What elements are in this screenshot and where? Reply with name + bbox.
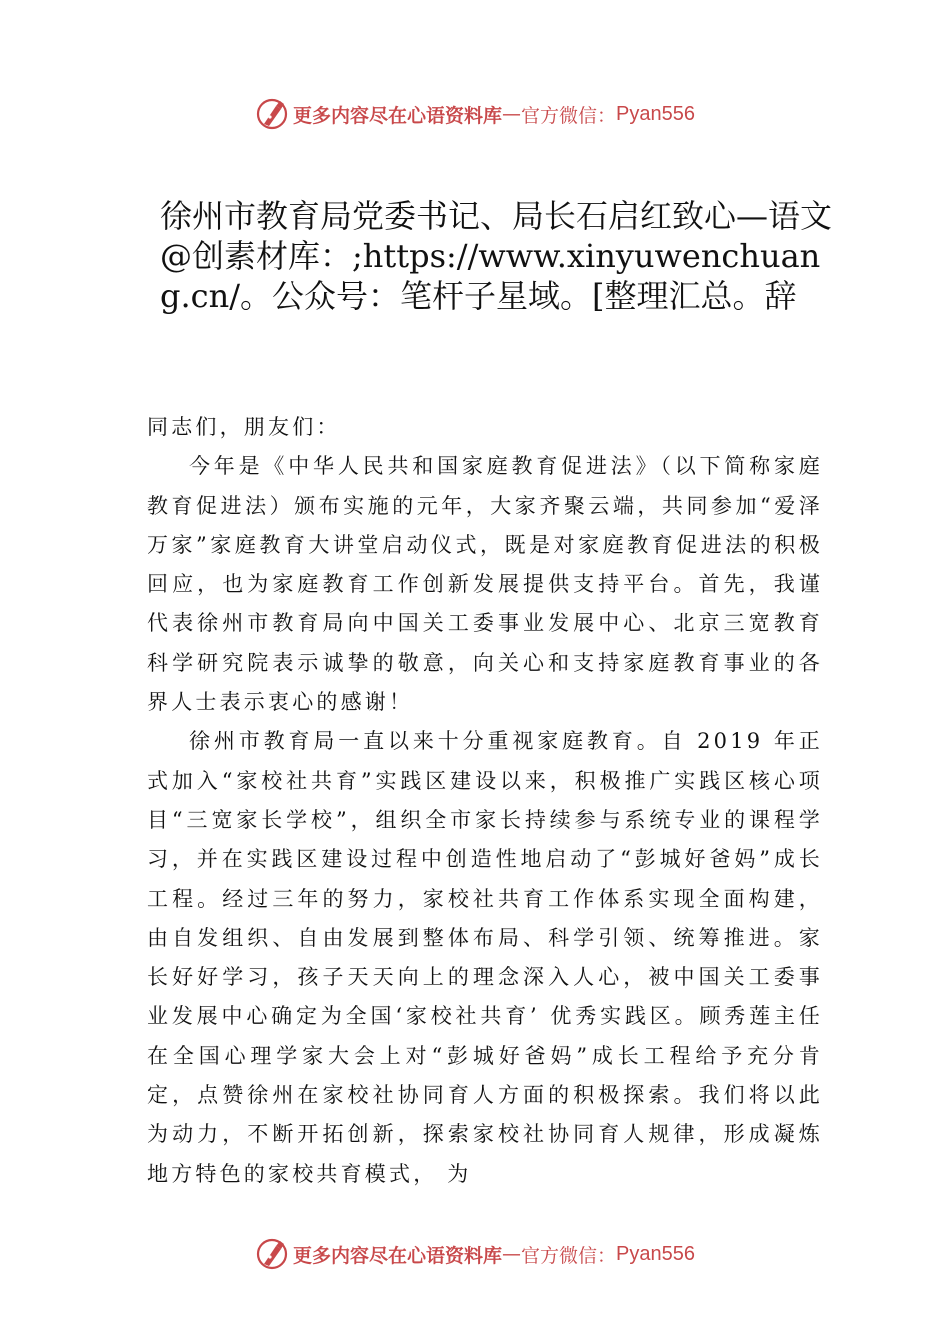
banner-wechat-id: Pyan556 — [616, 102, 695, 125]
paragraph-1: 今年是《中华人民共和国家庭教育促进法》（以下简称家庭教育促进法）颁布实施的元年，大家齐聚云端，共同参加“爱泽万家”家庭教育大讲堂启动仪式，既是对家庭教育促进法的积极回应，也为家庭教育工作创新发展提供支持平台。首先，我谨代表徐州市教育局向中国关工委事业发展中心、北京三宽教育科学研究院表示诚挚的敬意，向关心和支持家庭教育事业的各界人士表示衷心的感谢！ — [147, 454, 823, 715]
header-banner — [0, 92, 950, 136]
document-title: 徐州市教育局党委书记、局长石启红致心—语文@创素材库：;https://www.xinyuwenchuang.cn/。公众号：笔杆子星域。[整理汇总。辞 — [160, 197, 833, 315]
banner-wechat-id: Pyan556 — [616, 1242, 695, 1265]
banner-dash: — — [502, 1243, 522, 1265]
banner-wechat-label: 官方微信： — [521, 104, 617, 127]
banner-library-text: 更多内容尽在心语资料库 — [293, 1244, 503, 1267]
salutation: 同志们，朋友们： — [147, 415, 341, 439]
banner-dash: — — [502, 103, 522, 125]
document-body — [147, 408, 823, 1194]
pen-nib-logo-icon — [255, 1237, 289, 1271]
banner-library-text: 更多内容尽在心语资料库 — [293, 104, 503, 127]
pen-nib-logo-icon — [255, 97, 289, 131]
footer-banner — [0, 1232, 950, 1276]
paragraph-2: 徐州市教育局一直以来十分重视家庭教育。自 2019 年正式加入“家校社共育”实践区建设以来，积极推广实践区核心项目“三宽家长学校”，组织全市家长持续参与系统专业的课程学习，并在实践区建设过程中创造性地启动了“彭城好爸妈”成长工程。经过三年的努力，家校社共育工作体系实现全面构建，由自发组织、自由发展到整体布局、科学引领、统筹推进。家长好好学习，孩子天天向上的理念深入人心，被中国关工委事业发展中心确定为全国‘家校社共育’ 优秀实践区。顾秀莲主任在全国心理学家大会上对“彭城好爸妈”成长工程给予充分肯定，点赞徐州在家校社协同育人方面的积极探索。我们将以此为动力，不断开拓创新，探索家校社协同育人规律，形成凝炼地方特色的家校共育模式， 为 — [147, 729, 823, 1186]
banner-wechat-label: 官方微信： — [521, 1244, 617, 1267]
